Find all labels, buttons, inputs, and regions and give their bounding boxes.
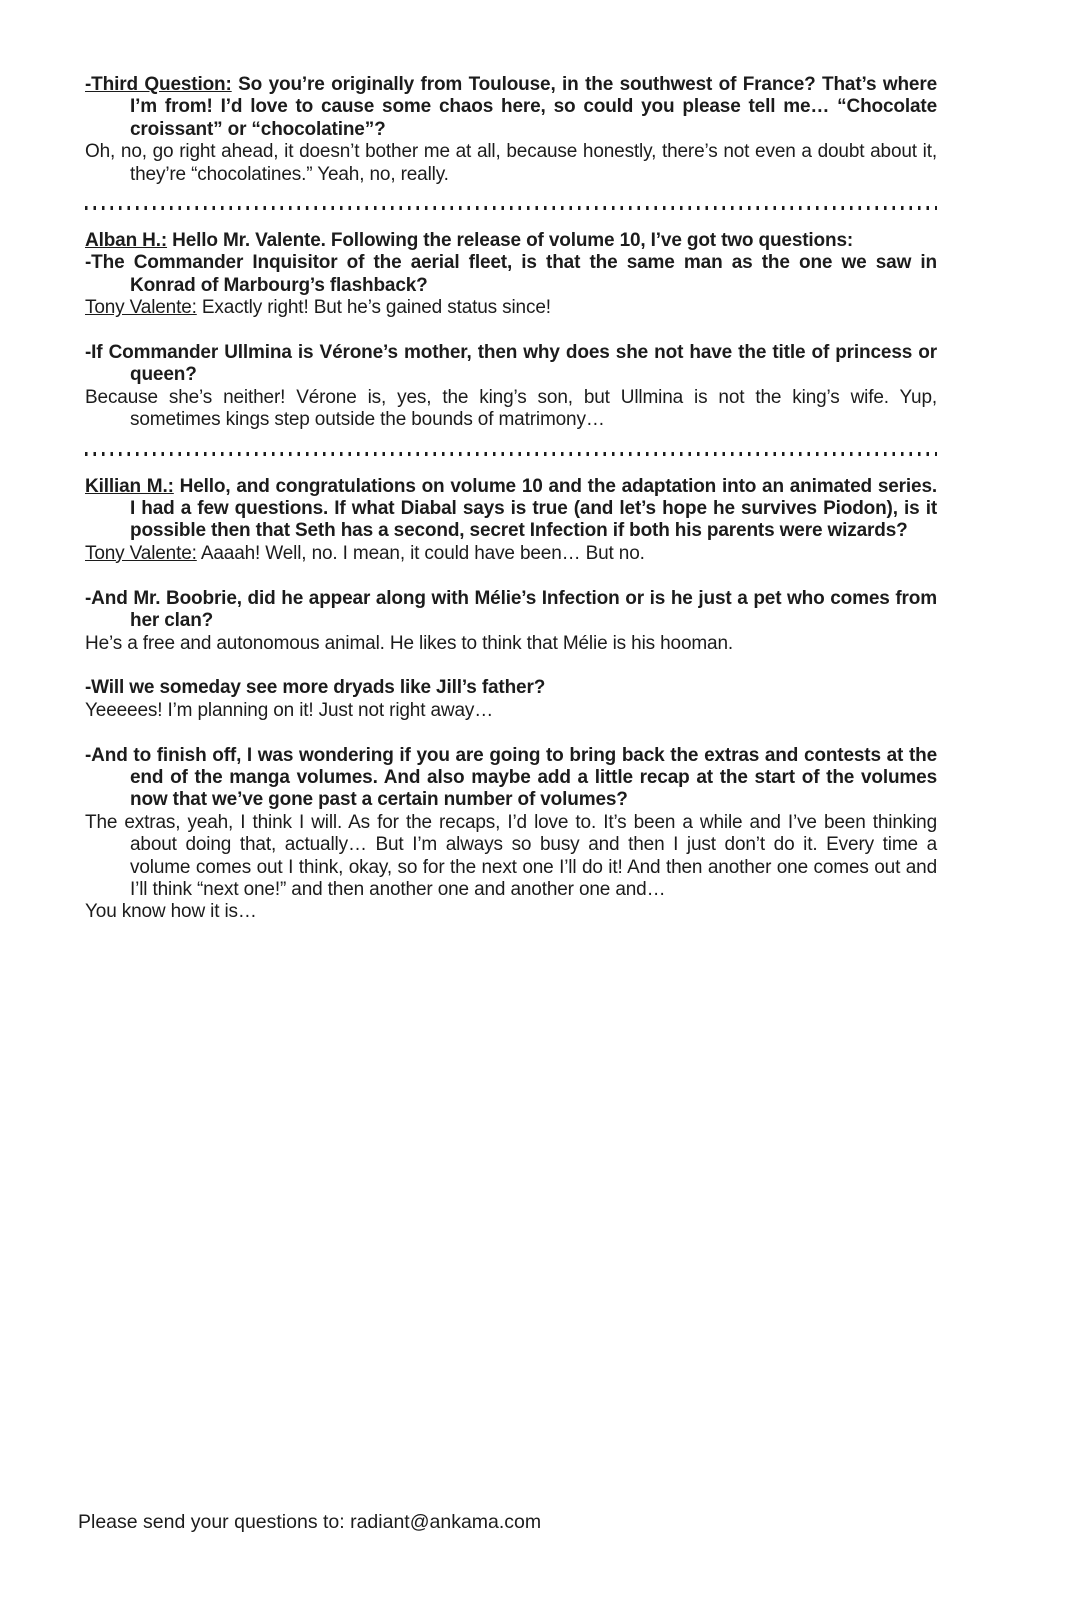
answer-text: He’s a free and autonomous animal. He likes to think that Mélie is his hooman. (85, 632, 734, 654)
question-text: So you’re originally from Toulouse, in the southwest of France? That’s where I’m from! I’d love to cause some chaos here, so could you please tell me… “Chocolate croissant” or “chocolatine”? (130, 74, 937, 140)
question-paragraph (85, 74, 937, 141)
speaker-label: Alban H.: (85, 230, 168, 252)
answer-text: You know how it is… (85, 901, 257, 923)
answer-text: Aaaah! Well, no. I mean, it could have been… But no. (196, 542, 645, 564)
question-paragraph (85, 745, 937, 812)
speaker-label: Killian M.: (85, 475, 174, 497)
blank-line (85, 655, 937, 677)
question-paragraph (85, 677, 937, 699)
answer-text: Oh, no, go right ahead, it doesn’t bother me at all, because honestly, there’s not even a doubt about it, they’re “chocolatines.” Yeah, no, really. (85, 141, 937, 185)
answer-paragraph (85, 700, 937, 722)
answer-text: Because she’s neither! Vérone is, yes, the king’s son, but Ullmina is not the king’s wife. Yup, sometimes kings step outside the bounds of matrimony… (85, 386, 937, 431)
blank-line (85, 565, 937, 587)
answer-paragraph (85, 901, 937, 923)
question-paragraph (85, 342, 937, 387)
footer-note: Please send your questions to: radiant@ankama.com (78, 1511, 542, 1533)
qa-section-alban (85, 230, 937, 432)
qa-section-killian (85, 476, 937, 924)
question-text: -And Mr. Boobrie, did he appear along with Mélie’s Infection or is he just a pet who comes from her clan? (85, 587, 937, 632)
question-paragraph (85, 476, 937, 543)
answer-paragraph (85, 543, 937, 565)
question-paragraph (85, 230, 937, 252)
answer-paragraph (85, 812, 937, 902)
question-paragraph (85, 588, 937, 633)
question-text: Hello, and congratulations on volume 10 and the adaptation into an animated series. I had a few questions. If what Diabal says is true (and let’s hope he survives Piodon), is it possible then that Seth has a second, secret Infection if both his parents were wizards? (130, 475, 937, 542)
answer-text: Exactly right! But he’s gained status since! (196, 297, 551, 319)
question-text: -And to finish off, I was wondering if you are going to bring back the extras and contests at the end of the manga volumes. And also maybe add a little recap at the start of the volumes now that we’ve gone past a certain number of volumes? (85, 744, 937, 811)
question-text: -Will we someday see more dryads like Jill’s father? (85, 677, 546, 699)
question-text: -If Commander Ullmina is Vérone’s mother, then why does she not have the title of princess or queen? (85, 342, 937, 386)
blank-line (85, 320, 937, 342)
speaker-label: -Third Question: (85, 74, 232, 95)
question-text: Hello Mr. Valente. Following the release of volume 10, I’ve got two questions: (167, 230, 854, 252)
qa-content (85, 74, 937, 924)
answer-paragraph (85, 387, 937, 432)
answer-text: Yeeeees! I’m planning on it! Just not right away… (85, 699, 494, 721)
dotted-divider (85, 206, 937, 210)
speaker-label: Tony Valente: (85, 542, 197, 564)
answer-paragraph (85, 141, 937, 186)
question-text: -The Commander Inquisitor of the aerial fleet, is that the same man as the one we saw in Konrad of Marbourg’s flashback? (85, 252, 937, 296)
blank-line (85, 722, 937, 744)
answer-paragraph (85, 297, 937, 319)
speaker-label: Tony Valente: (85, 297, 197, 319)
answer-text: The extras, yeah, I think I will. As for the recaps, I’d love to. It’s been a while and I’ve been thinking about doing that, actually… But I’m always so busy and then I just don’t do it. Every time a volume comes out I think, okay, so for the next one I’ll do it! And then another one comes out and I’ll think “next one!” and then another one and another one and… (85, 811, 937, 900)
answer-paragraph (85, 633, 937, 655)
dotted-divider (85, 452, 937, 456)
qa-section-third-question (85, 74, 937, 186)
question-paragraph (85, 252, 937, 297)
